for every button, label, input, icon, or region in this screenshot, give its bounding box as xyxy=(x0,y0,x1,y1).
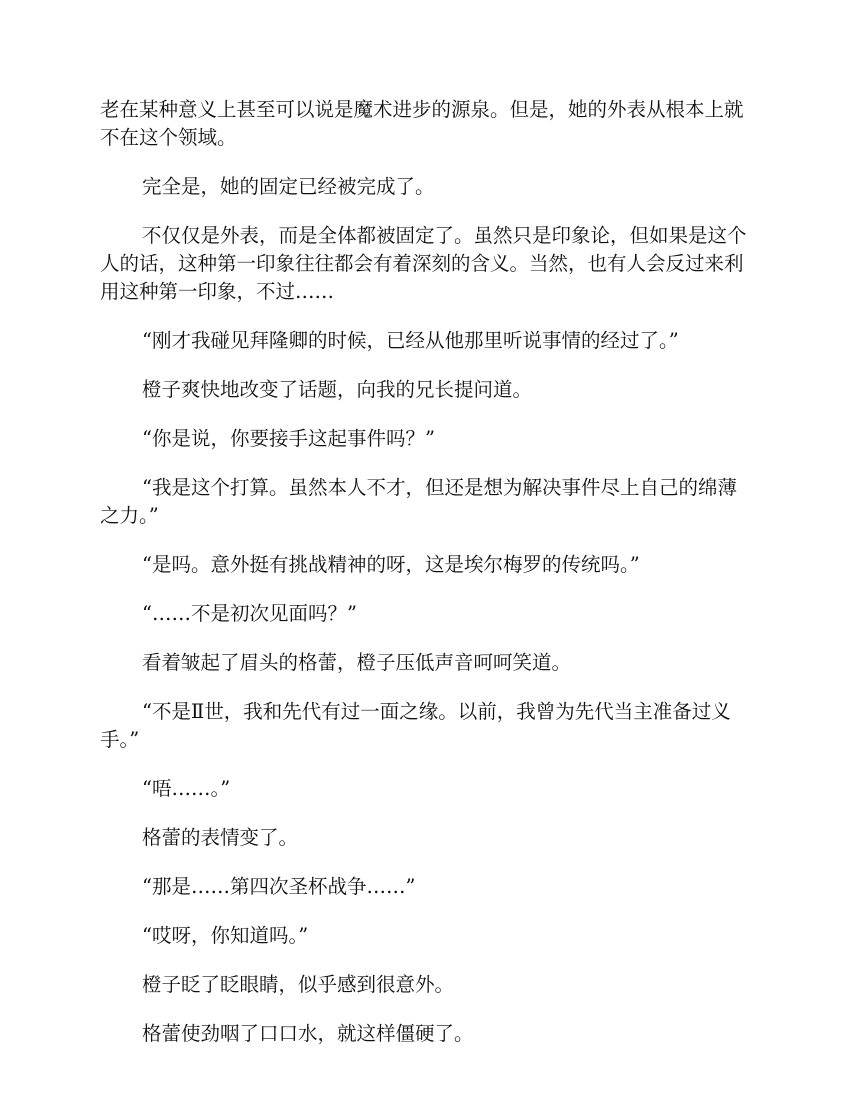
dialogue-paragraph: “你是说，你要接手这起事件吗？” xyxy=(142,427,435,450)
paragraph: 橙子爽快地改变了话题，向我的兄长提问道。 xyxy=(142,378,533,401)
dialogue-paragraph: “我是这个打算。虽然本人不才，但还是想为解决事件尽上自己的绵薄之力。” xyxy=(100,476,737,527)
dialogue-paragraph: “那是……第四次圣杯战争……” xyxy=(142,875,416,898)
paragraph: 格蕾的表情变了。 xyxy=(142,826,299,849)
dialogue-paragraph: “刚才我碰见拜隆卿的时候，已经从他那里听说事情的经过了。” xyxy=(142,329,679,352)
dialogue-paragraph: “唔……。” xyxy=(142,777,231,800)
dialogue-paragraph: “……不是初次见面吗？” xyxy=(142,602,357,625)
dialogue-paragraph: “哎呀，你知道吗。” xyxy=(142,924,309,947)
paragraph: 看着皱起了眉头的格蕾，橙子压低声音呵呵笑道。 xyxy=(142,651,572,674)
paragraph: 橙子眨了眨眼睛，似乎感到很意外。 xyxy=(142,973,455,996)
paragraph: 不仅仅是外表，而是全体都被固定了。虽然只是印象论，但如果是这个人的话，这种第一印象往往都会有着深刻的含义。当然，也有人会反过来利用这种第一印象，不过…… xyxy=(100,224,747,303)
dialogue-paragraph: “是吗。意外挺有挑战精神的呀，这是埃尔梅罗的传统吗。” xyxy=(142,553,640,576)
paragraph: 格蕾使劲咽了口口水，就这样僵硬了。 xyxy=(142,1022,474,1045)
dialogue-paragraph: “不是Ⅱ世，我和先代有过一面之缘。以前，我曾为先代当主准备过义手。” xyxy=(100,700,731,751)
paragraph: 完全是，她的固定已经被完成了。 xyxy=(142,175,435,198)
paragraph: 老在某种意义上甚至可以说是魔术进步的源泉。但是，她的外表从根本上就不在这个领域。 xyxy=(100,98,744,149)
document-page xyxy=(100,96,750,1069)
